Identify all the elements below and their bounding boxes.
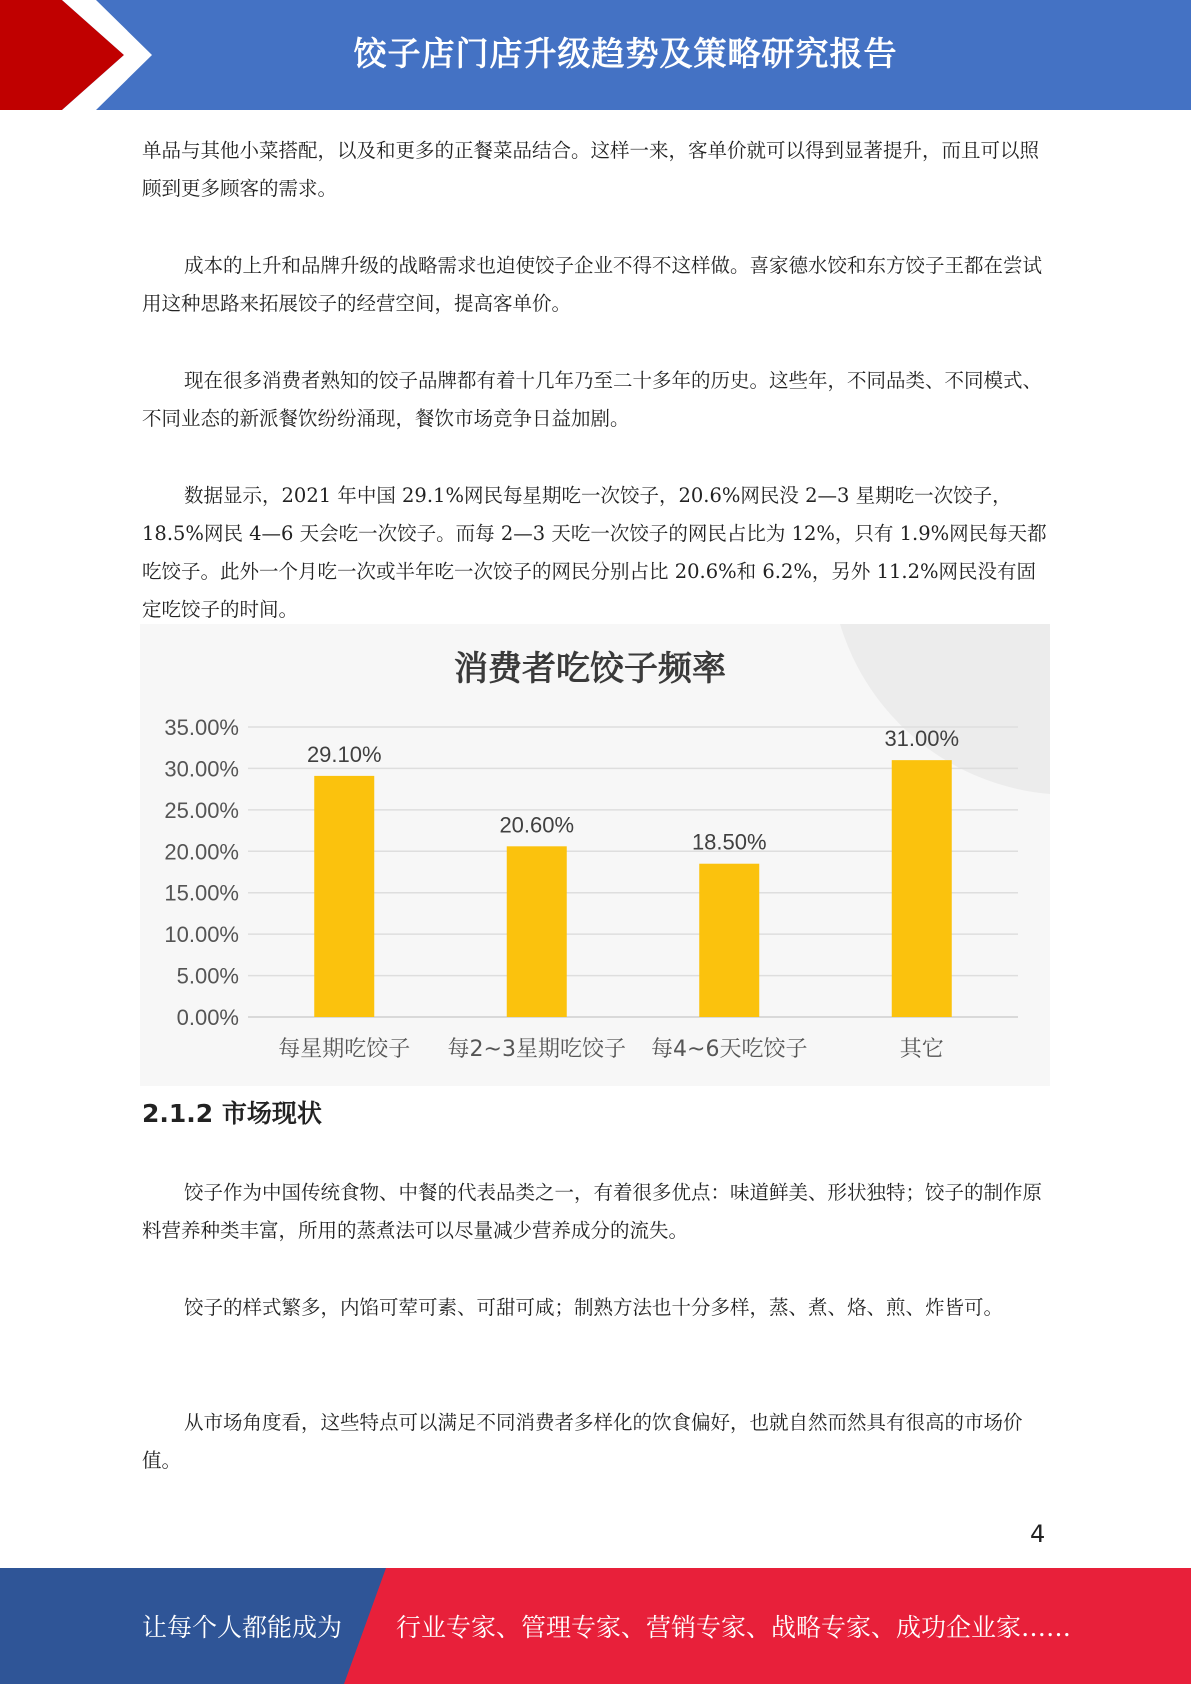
section-heading: 2.1.2 市场现状 [142, 1099, 322, 1128]
x-tick-label: 其它 [899, 1037, 944, 1062]
chart-value-labels [307, 726, 959, 855]
chart-y-axis [164, 715, 239, 1030]
frequency-chart [140, 624, 1050, 1086]
report-title: 饺子店门店升级趋势及策略研究报告 [353, 34, 898, 73]
y-tick-label: 25.00% [164, 797, 239, 823]
bar [892, 760, 952, 1017]
bar [314, 776, 374, 1017]
page-footer [0, 1568, 1191, 1684]
bar-value-label: 29.10% [306, 741, 382, 767]
section-paragraph-1: 饺子作为中国传统食物、中餐的代表品类之一，有着很多优点：味道鲜美、形状独特；饺子的制作原料营养种类丰富，所用的蒸煮法可以尽量减少营养成分的流失。 [142, 1181, 1043, 1242]
bar-value-label: 31.00% [884, 726, 960, 752]
bar-value-label: 18.50% [691, 829, 767, 855]
footer-roles: 行业专家、管理专家、营销专家、战略专家、成功企业家…… [396, 1613, 1072, 1642]
section-paragraph-3: 从市场角度看，这些特点可以满足不同消费者多样化的饮食偏好，也就自然而然具有很高的市场价值。 [142, 1411, 1023, 1472]
y-tick-label: 10.00% [164, 922, 239, 948]
page-header [0, 0, 1191, 110]
bar [507, 846, 567, 1017]
y-tick-label: 20.00% [164, 839, 239, 865]
bar-value-label: 20.60% [499, 812, 575, 838]
y-tick-label: 15.00% [164, 880, 239, 906]
x-tick-label: 每2~3星期吃饺子 [447, 1037, 626, 1062]
chart-title: 消费者吃饺子频率 [454, 649, 726, 689]
y-tick-label: 30.00% [164, 756, 239, 782]
page-number: 4 [1030, 1520, 1046, 1548]
y-tick-label: 0.00% [176, 1005, 239, 1030]
y-tick-label: 5.00% [176, 963, 239, 989]
paragraph-2: 成本的上升和品牌升级的战略需求也迫使饺子企业不得不这样做。喜家德水饺和东方饺子王都在尝试用这种思路来拓展饺子的经营空间，提高客单价。 [142, 254, 1043, 315]
paragraph-4: 数据显示，2021 年中国 29.1%网民每星期吃一次饺子，20.6%网民没 2—3 星期吃一次饺子，18.5%网民 4—6 天会吃一次饺子。而每 2—3 天吃一次饺子的网民占比为 12%，只有 1.9%网民每天都吃饺子。此外一个月吃一次或半年吃一次饺子的网民分别占比 20.6%和 6.2%，另外 11.2%网民没有固定吃饺子的时间。 [142, 484, 1047, 621]
bar [699, 864, 759, 1017]
section-paragraph-2: 饺子的样式繁多，内馅可荤可素、可甜可咸；制熟方法也十分多样，蒸、煮、烙、煎、炸皆可。 [184, 1296, 1004, 1319]
x-tick-label: 每星期吃饺子 [278, 1037, 411, 1062]
chart-svg [140, 624, 1050, 1086]
chart-x-axis [278, 1037, 944, 1062]
chart-bars [314, 760, 952, 1017]
paragraph-3: 现在很多消费者熟知的饺子品牌都有着十几年乃至二十多年的历史。这些年，不同品类、不同模式、不同业态的新派餐饮纷纷涌现，餐饮市场竞争日益加剧。 [142, 369, 1043, 430]
paragraph-1: 单品与其他小菜搭配，以及和更多的正餐菜品结合。这样一来，客单价就可以得到显著提升，而且可以照顾到更多顾客的需求。 [142, 139, 1040, 200]
footer-slogan: 让每个人都能成为 [142, 1613, 343, 1642]
x-tick-label: 每4~6天吃饺子 [651, 1037, 808, 1062]
y-tick-label: 35.00% [164, 715, 239, 740]
